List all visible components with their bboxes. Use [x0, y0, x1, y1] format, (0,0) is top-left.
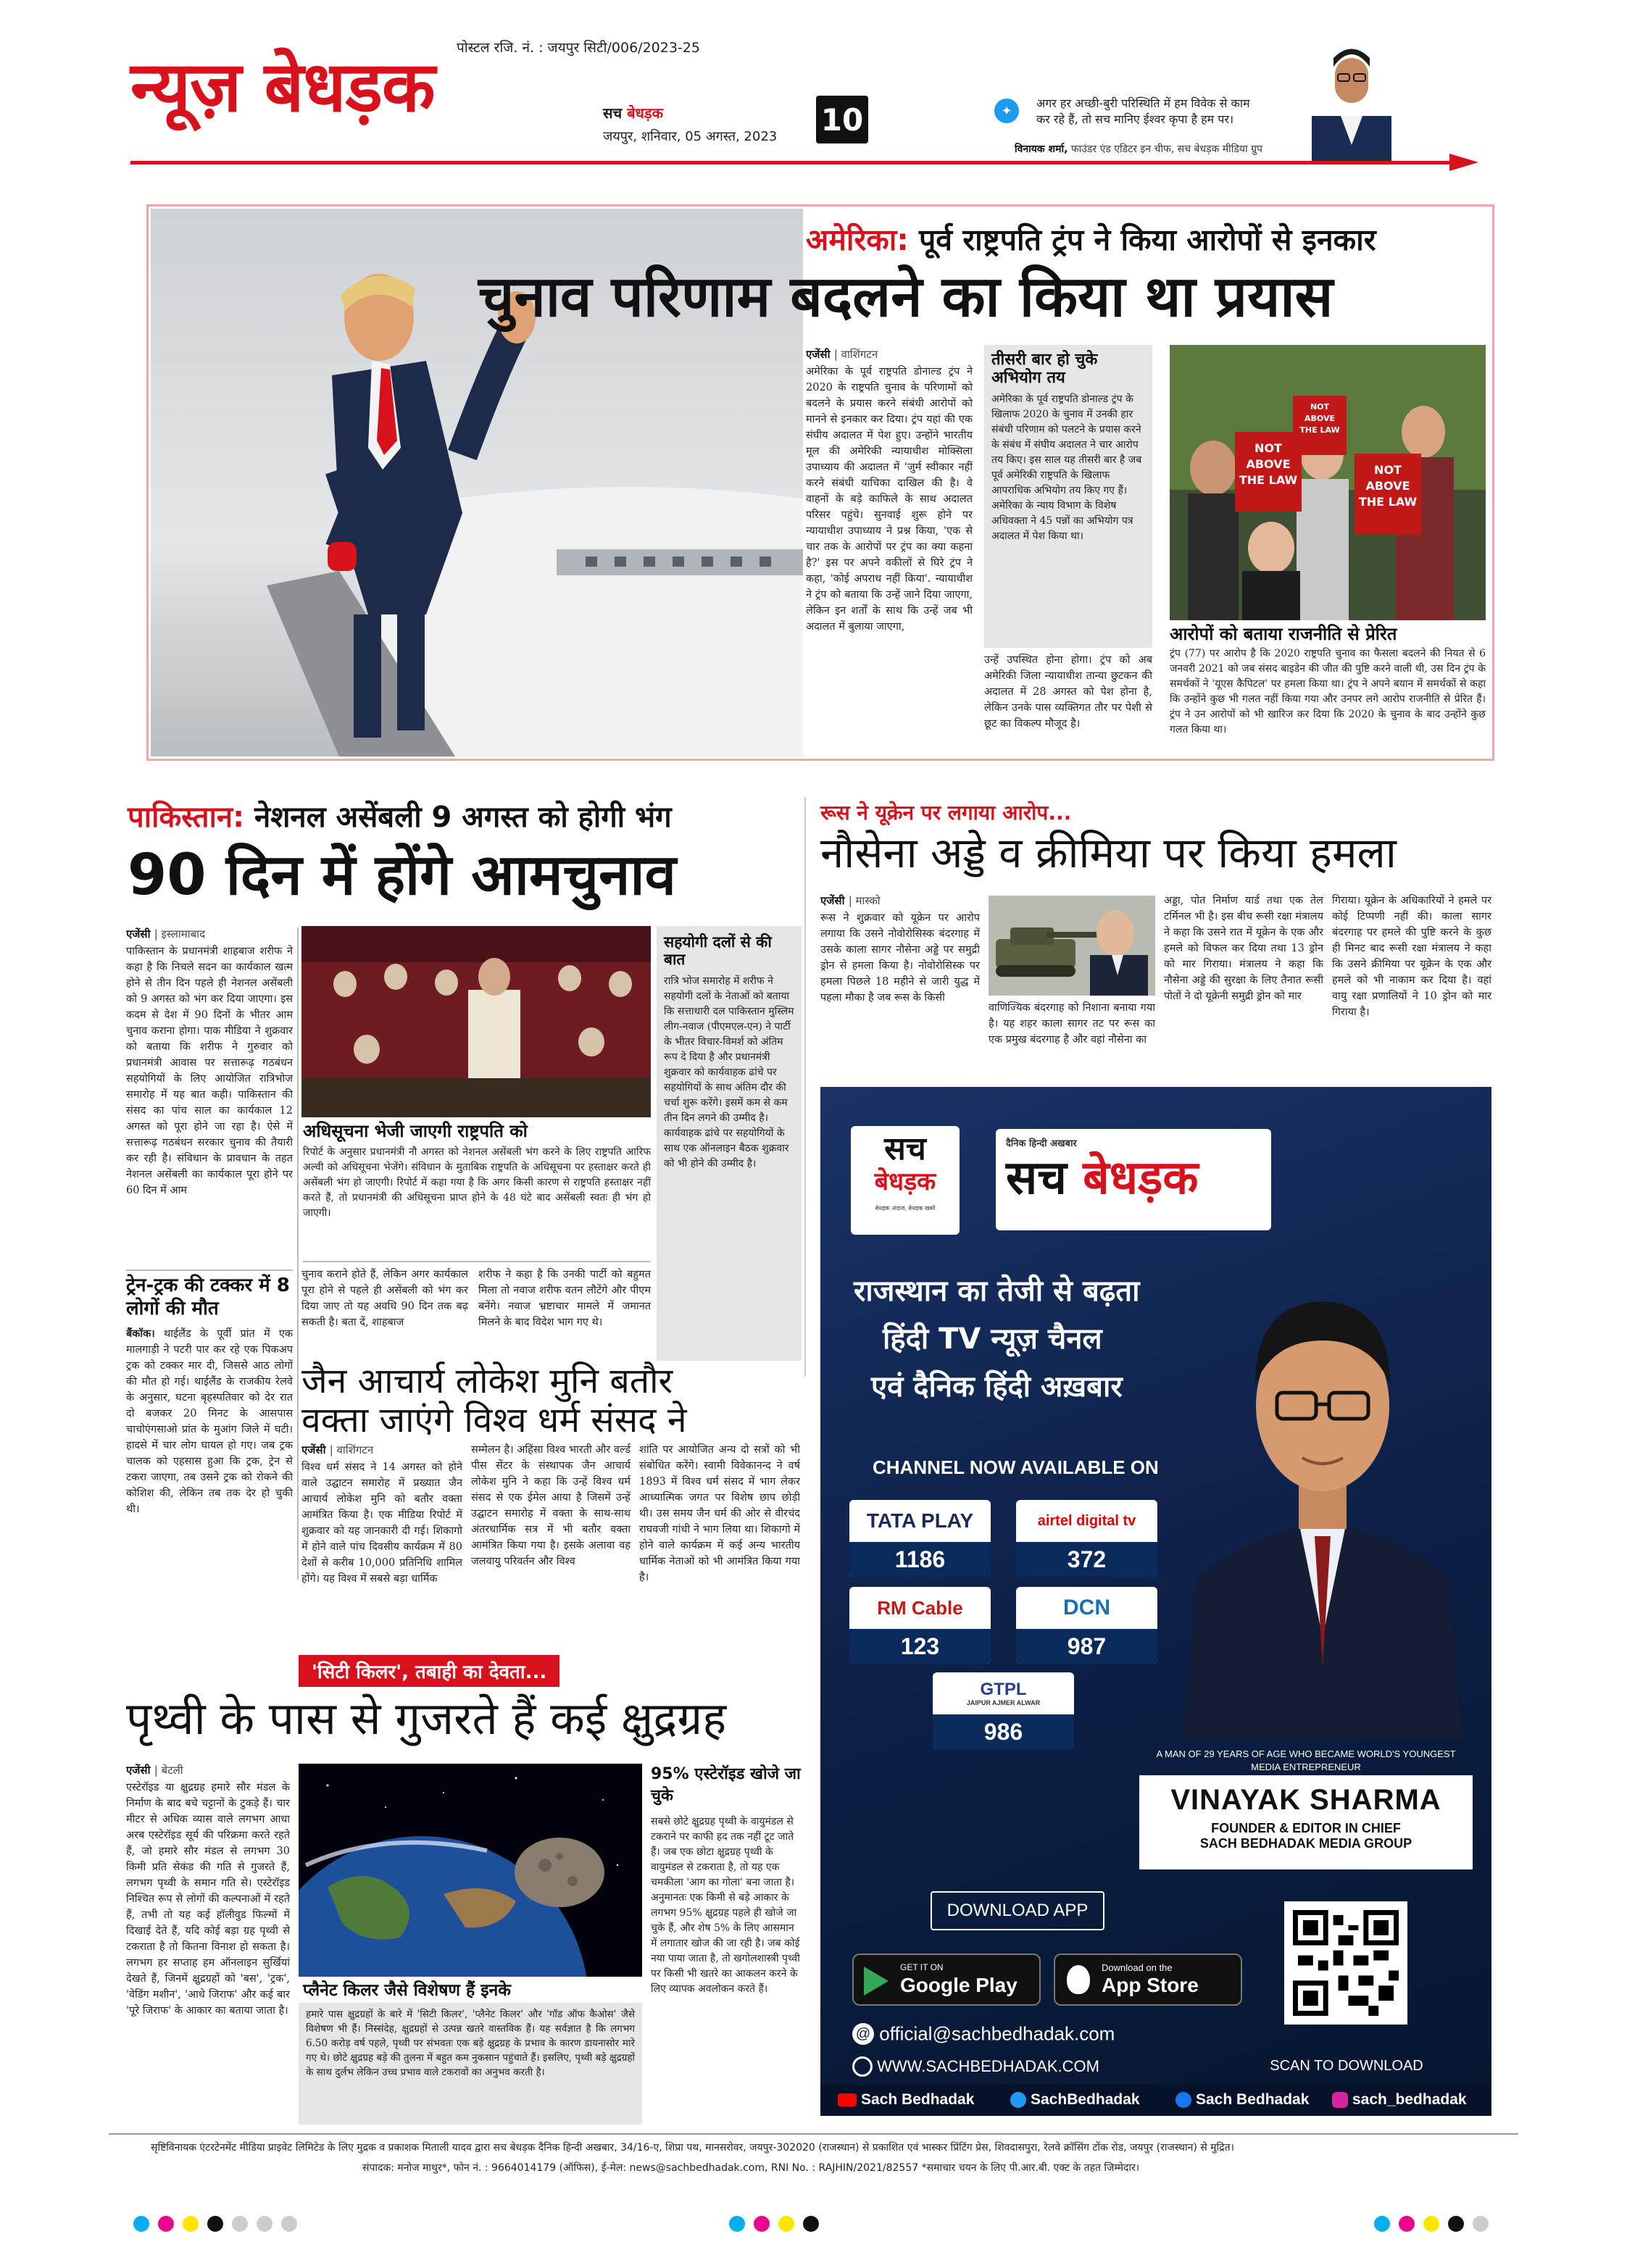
person-name: VINAYAK SHARMA	[1170, 1784, 1441, 1816]
quote-line-1: अगर हर अच्छी-बुरी परिस्थिति में हम विवेक से काम	[1036, 96, 1250, 110]
pakistan-sidebar-box	[657, 926, 802, 1361]
divider	[303, 1261, 651, 1262]
jain-headline-line-1: जैन आचार्य लोकेश मुनि बतौर	[301, 1361, 673, 1401]
thailand-dateline: बैंकॉक।	[126, 1328, 155, 1340]
channel-airtel	[1016, 1500, 1157, 1577]
russia-kicker: रूस ने यूक्रेन पर लगाया आरोप...	[820, 801, 1072, 825]
masthead-red-rule	[130, 161, 1457, 164]
trump-box-text: अमेरिका के पूर्व राष्ट्रपति डोनाल्ड ट्रंप के खिलाफ 2020 के चुनाव में उनकी हार संबंधी परिणाम को पलटने के प्रयास करने के संबंध में संघीय अदालत ने चार आरोप तय किए। इस साल यह तीसरी बार है जब पूर्व अमेरिकी राष्ट्रपति के खिलाफ आपराधिक अभियोग तय किए गए हैं। अमेरिका के न्याय विभाग के विशेष अधिवक्ता ने 45 पन्नों का अभियोग पत्र अदालत में पेश किया था।	[991, 393, 1142, 542]
channel-number: 986	[933, 1714, 1074, 1749]
tagline-prefix: सच	[603, 104, 623, 122]
russia-column-3: अड्डा, पोत निर्माण यार्ड तथा एक तेल टर्मिनल भी है। इस बीच रूसी रक्षा मंत्रालय ने कहा कि उसने रात में यूक्रेन के एक और हमले को विफल कर दिया तथा 13 ड्रोन को मार गिराया। मंत्रालय ने कहा कि नौसेना अड्डे की सुरक्षा के लिए तैनात रूसी पोतों ने दो यूक्रेनी समुद्री ड्रोन को मार	[1164, 895, 1323, 1002]
channel-gtpl	[933, 1672, 1074, 1749]
ad-logo-small-line1: सच	[884, 1130, 926, 1167]
jain-byline: एजेंसी | वाशिंगटन	[301, 1443, 374, 1456]
trump-caption-text: ट्रंप (77) पर आरोप है कि 2020 राष्ट्रपति चुनाव का फैसला बदलने की नियत से 6 जनवरी 2021 को जब संसद बाइडेन की जीत की पुष्टि करने वाली थी, उस दिन ट्रंप के समर्थकों ने 'यूएस कैपिटल' पर हमला किया था। ट्रंप ने अपने बयान में समर्थकों से कहा कि उन्होंने कुछ भी गलत नहीं किया गया और उनपर लगे आरोप राजनीति से प्रेरित हैं। ट्रंप ने उन आरोपों को भी खारिज कर दिया कि 2020 के चुनाव के बाद उन्होंने कुछ गलत किया था।	[1170, 648, 1486, 735]
pakistan-kicker-text: नेशनल असेंबली 9 अगस्त को होगी भंग	[244, 801, 672, 834]
editor-quote	[1036, 96, 1250, 128]
trump-caption-title: आरोपों को बताया राजनीति से प्रेरित	[1170, 624, 1397, 644]
jain-body-1: विश्व धर्म संसद ने 14 अगस्त को होने वाले उद्घाटन समारोह में प्रख्यात जैन आचार्य लोकेश मुनि को बतौर वक्ता आमंत्रित किया है। एक मीडिया रिपोर्ट में शुक्रवार को यह जानकारी दी गई। शिकागो में होने वाले पांच दिवसीय कार्यक्रम में 80 देशों से करीब 10,000 प्रतिनिधि शामिल होंगे। यह विश्व में सबसे बड़ा धार्मिक	[301, 1462, 462, 1585]
pakistan-body-1: पाकिस्तान के प्रधानमंत्री शाहबाज शरीफ ने कहा है कि निचले सदन का कार्यकाल खत्म होने से तीन दिन पहले ही नेशनल असेंबली को 9 अगस्त को भंग कर दिया जाएगा। इस कदम से देश में 90 दिनों के भीतर आम चुनाव कराना होगा। पाक मीडिया ने शुक्रवार को बताया कि शरीफ ने गुरुवार को प्रधानमंत्री आवास पर सत्तारूढ़ गठबंधन सहयोगियों के लिए आयोजित रात्रिभोज समारोह में यह बात कही। पाकिस्तान की संसद का पांच साल का कार्यकाल 12 अगस्त को पूरा होने जा रहा है। ऐसे में सत्तारूढ़ गठबंधन सरकार चुनाव की तैयारी कर रही है। संविधान के प्रावधान के तहत नेशनल असेंबली का कार्यकाल पूरा होने पर 60 दिन में आम	[126, 946, 293, 1196]
trump-column-1	[806, 346, 973, 759]
ad-brand-block	[996, 1129, 1271, 1230]
trump-kicker-country: अमेरिका:	[806, 222, 909, 257]
channel-number: 987	[1016, 1629, 1157, 1664]
column-rule	[804, 797, 806, 1377]
email-icon: @	[852, 2023, 874, 2045]
editor-credit	[1015, 142, 1262, 156]
asteroid-subbox	[299, 2003, 642, 2125]
social-strip	[820, 2084, 1491, 2116]
asteroid-kicker: 'सिटी किलर', तबाही का देवता...	[299, 1655, 559, 1687]
protest-sign-3: NOT ABOVE THE LAW	[1299, 402, 1340, 435]
thailand-text: थाईलैंड के पूर्वी प्रांत में एक मालगाड़ी ने पटरी पार कर रहे एक पिकअप ट्रक को टक्कर मार दी, जिससे आठ लोगों की मौत हो गई। थाईलैंड के राजकीय रेलवे के अनुसार, घटना बृहस्पतिवार को देर रात दो बजकर 20 मिनट के आसपास चाचोएंगसाओ प्रांत के मुआंग जिले में घटी। हादसे में चार लोग घायल हो गए। जब ट्रक चालक को एहसास हुआ कि ट्रक, ट्रेन से टकरा जाएगा, तब उसने ट्रक को रोकने की कोशिश की, लेकिन तब तक देर हो चुकी थी।	[126, 1328, 293, 1515]
jain-column-2: सम्मेलन है। अहिंसा विश्व भारती और वर्ल्ड पीस सेंटर के संस्थापक जैन आचार्य लोकेश मुनि ने कहा कि उन्हें विश्व धर्म संसद से एक ईमेल आया है जिसमें उन्हें उद्घाटन समारोह में वक्ता के साथ-साथ अंतरधार्मिक सत्र में भी बतौर वक्ता आमंत्रित किया गया है। इसके अलावा वह जलवायु परिवर्तन और विश्व	[471, 1444, 631, 1567]
channel-name: DCN	[1063, 1596, 1110, 1619]
globe-icon	[852, 2056, 873, 2077]
vinayak-sharma-photo	[1154, 1232, 1491, 1739]
twitter-link[interactable]: SachBedhadak	[1010, 2091, 1140, 2109]
person-role-2: SACH BEDHADAK MEDIA GROUP	[1199, 1836, 1412, 1851]
pakistan-byline: एजेंसी | इस्लामाबाद	[126, 927, 206, 941]
russia-column-4: गिराया। यूक्रेन के अधिकारियों ने हमले पर कोई टिप्पणी नहीं की। काला सागर बंदरगाह पर हमले की पुष्टि करने के कुछ ही मिनट बाद रूसी रक्षा मंत्रालय ने कहा कि उसने क्रीमिया पर यूक्रेन के एक और हमले को भी नाकाम कर दिया है। वहां वायु रक्षा प्रणालियों ने 10 ड्रोन को मार गिराया है।	[1332, 895, 1491, 1018]
protest-photo	[1170, 345, 1486, 620]
pakistan-headline: 90 दिन में होंगे आमचुनाव	[128, 843, 677, 908]
ad-brand-pretext: दैनिक हिन्दी अखबार	[1006, 1138, 1077, 1149]
footer-rule	[109, 2133, 1518, 2135]
google-play-small: GET IT ON	[900, 1962, 944, 1972]
channel-heading: CHANNEL NOW AVAILABLE ON	[873, 1456, 1159, 1478]
person-tagline-2: MEDIA ENTREPRENEUR	[1251, 1762, 1361, 1772]
ad-logo-small-tag: बेधड़क अंदाज, बेधड़क खबरें	[875, 1205, 936, 1212]
trump-box-title: तीसरी बार हो चुके अभियोग तय	[991, 351, 1098, 388]
newspaper-logo: न्यूज़ बेधड़क	[130, 46, 435, 128]
jain-headline-line-2: वक्ता जाएंगे विश्व धर्म संसद ने	[301, 1400, 687, 1441]
pakistan-assembly-photo	[301, 926, 651, 1117]
channel-sub: JAIPUR AJMER ALWAR	[966, 1699, 1041, 1706]
pen-nib-icon	[1449, 154, 1478, 171]
footer-imprint-1: सृष्टिविनायक एंटरटेनमेंट मीडिया प्राइवेट लिमिटेड के लिए मुद्रक व प्रकाशक मिताली यादव द्वारा सच बेधड़क दैनिक हिन्दी अखबार, 34/16-ए, शिप्रा पथ, मानसरोवर, जयपुर-302020 (राजस्थान) से प्रकाशित एवं भास्कर प्रिंटिंग प्रेस, शिवदासपुरा, रेलवे क्रॉसिंग टोंक रोड, जयपुर (राजस्थान) से मुद्रित।	[151, 2142, 1234, 2154]
channel-tata-play	[849, 1500, 991, 1577]
person-name-bar	[1139, 1775, 1473, 1869]
pakistan-kicker-country: पाकिस्तान:	[128, 801, 245, 834]
trump-body-1: अमेरिका के पूर्व राष्ट्रपति डोनाल्ड ट्रंप ने 2020 के राष्ट्रपति चुनाव के परिणामों को बदलने के प्रयास करने संबंधी आरोपों को मानने से इनकार कर दिया। ट्रंप यहां की एक संघीय अदालत में पेश हुए। उन्होंने भारतीय मूल की अमेरिकी न्यायाधीश मोक्सिला उपाध्याय की अदालत में 'जुर्म स्वीकार नहीं करने संबंधी याचिका दाखिल की है। वे वाहनों के बड़े काफिले के साथ अदालत परिसर पहुंचे। सुनवाई शुरू होने पर न्यायाधीश उपाध्याय ने प्रश्न किया, 'एक से चार तक के आरोपों पर ट्रंप का क्या कहना है?' इस पर अपने वकीलों से घिरे ट्रंप ने कहा, 'कोई अपराध नहीं किया'. न्यायाधीश ने ट्रंप को बताया कि उन्हें जाने दिया जाएगा, लेकिन इन शर्तों के साथ कि उन्हें जब भी अदालत में बुलाया जाएगा,	[806, 366, 973, 633]
quote-line-2: कर रहे हैं, तो सच मानिए ईश्वर कृपा है हम पर।	[1036, 112, 1234, 126]
channel-number: 1186	[849, 1542, 991, 1577]
trump-kicker-text: पूर्व राष्ट्रपति ट्रंप ने किया आरोपों से इनकार	[908, 222, 1376, 257]
russia-column-2: वाणिज्यिक बंदरगाह को निशाना बनाया गया है। यह शहर काला सागर तट पर रूस का एक प्रमुख बंदरगाह है और वहां नौसेना का	[989, 1002, 1155, 1046]
asteroid-byline: एजेंसी | बेटली	[126, 1764, 183, 1777]
google-play-big: Google Play	[900, 1974, 1018, 1996]
ad-brand-sach: सच	[1006, 1151, 1067, 1205]
russia-body-1: रूस ने शुक्रवार को यूक्रेन पर आरोप लगाया कि उसने नोवोरोसिस्क बंदरगाह में उसके काला सागर नौसेना अड्डे पर समुद्री ड्रोन से हमला किया है। नोवोरोसिस्क पर हमला पिछले 18 महीने से जारी युद्ध में पहला मौका है जब रूस के किसी	[820, 912, 980, 1004]
pakistan-box-text: रात्रि भोज समारोह में शरीफ ने सहयोगी दलों के नेताओं को बताया कि सत्ताधारी दल पाकिस्तान मुस्लिम लीग-नवाज (पीएमएल-एन) ने पार्टी के भीतर विचार-विमर्श को अंतिम रूप दे दिया है और प्रधानमंत्री शुक्रवार को कार्यवाहक ढांचे पर सहयोगियों के साथ अंतिम दौर की चर्चा शुरू करेंगे। इसमें कम से कम तीन दिन लगने की उम्मीद है। कार्यवाहक ढांचे पर सहयोगियों के साथ एक ऑनलाइन बैठक शुक्रवार को भी होने की उम्मीद है।	[664, 975, 794, 1170]
jain-column-3: शांति पर आयोजित अन्य दो सत्रों को भी संबोधित करेंगे। स्वामी विवेकानन्द ने वर्ष 1893 में विश्व धर्म संसद में भाग लेकर आध्यात्मिक जगत पर विशेष छाप छोड़ी थी। उस समय जैन धर्म की ओर से वीरचंद राघवजी गांधी ने भाग लिया था। शिकागो में होने वाले कार्यक्रम में कई अन्य भारतीय धार्मिक नेताओं को भी आमंत्रित किया गया है।	[639, 1444, 800, 1583]
apple-icon	[1067, 1965, 1090, 1994]
ad-email-text: official@sachbedhadak.com	[879, 2022, 1115, 2045]
google-play-icon	[864, 1967, 889, 1996]
divider	[126, 1270, 293, 1271]
asteroid-body-1: एस्टेरॉइड या क्षुद्रग्रह हमारे सौर मंडल के निर्माण के बाद बचे चट्टानों के टुकड़े हैं। चार मीटर से अधिक व्यास वाले लगभग आधा अरब एस्टेरॉइड सूर्य की परिक्रमा करते रहते हैं, जो हमारे सौर मंडल से लगभग 30 किमी प्रति सेकंड की गति से गुजरते हैं, लगभग पृथ्वी के समान गति से। एस्टेरॉइड निश्चित रूप से लोगों की कल्पनाओं में रहते हैं, तभी तो यह कई हॉलीवुड फिल्मों में दिखाई देते हैं, यदि कोई बड़ा ग्रह पृथ्वी से टकराता है तो कितना विनाश हो सकता है। लगभग हर सप्ताह हम ऑनलाइन सुर्खियां देखते हैं, जिनमें क्षुद्रग्रहों को 'बस', 'ट्रक', 'वेडिंग मशीन', 'आधे जिराफ' और कई बार 'पूरे जिराफ' के आकार का बताया जाता है।	[126, 1782, 290, 2017]
ad-line-3: एवं दैनिक हिंदी अख़बार	[871, 1370, 1123, 1404]
protest-sign-1: NOT ABOVE THE LAW	[1239, 441, 1298, 487]
sach-bedhadak-ad[interactable]	[820, 1087, 1491, 2116]
asteroid-box-title: 95% एस्टेरॉइड खोजे जा चुके	[651, 1765, 801, 1805]
channel-name: GTPL	[980, 1680, 1027, 1699]
scan-label: SCAN TO DOWNLOAD	[1270, 2058, 1423, 2074]
pakistan-subtext: रिपोर्ट के अनुसार प्रधानमंत्री नौ अगस्त को नेशनल असेंबली भंग करने के लिए राष्ट्रपति आरिफ अल्वी को अधिसूचना भेजेंगे। संविधान के मुताबिक राष्ट्रपति के अधिसूचना पर हस्ताक्षर करते ही असेंबली भंग हो जाएगी। रिपोर्ट में कहा गया है कि अगर किसी कारण से राष्ट्रपति हस्ताक्षर नहीं करते हैं, तो प्रधानमंत्री की अधिसूचना प्राप्त होने के 48 घंटे बाद असेंबली स्वतः ही भंग हो जाएगी।	[303, 1146, 651, 1219]
asteroid-subhead: प्लैनेट किलर जैसे विशेषण हैं इनके	[303, 1981, 511, 2000]
person-tagline-1: A MAN OF 29 YEARS OF AGE WHO BECAME WORLD'S YOUNGEST	[1156, 1748, 1456, 1759]
column-rule	[297, 927, 299, 1580]
asteroid-subtext: हमारे पास क्षुद्रग्रहों के बारे में 'सिटी किलर', 'प्लैनेट किलर' और 'गॉड ऑफ कैओस' जैसे विशेषण भी हैं। निस्संदेह, क्षुद्रग्रहों से उत्पन्न खतरे वास्तविक हैं। यह सर्वज्ञात है कि लगभग 6.50 करोड़ वर्ष पहले, पृथ्वी पर संभवतः एक बड़े क्षुद्रग्रह के प्रभाव के कारण डायनासोर मारे गए थे। छोटे क्षुद्रग्रह बड़े की तुलना में बहुत कम नुकसान पहुंचाते हैं। इसलिए, पृथ्वी बड़े क्षुद्रग्रहों के साथ दुर्लभ लेकिन उच्च प्रभाव वाले टकरावों का अनुभव करती है।	[306, 2009, 635, 2078]
registration-dots-left	[129, 2216, 301, 2235]
protest-sign-2: NOT ABOVE THE LAW	[1358, 463, 1418, 509]
putin-tank-photo	[989, 896, 1155, 996]
registration-dots-center	[725, 2216, 823, 2235]
youtube-icon	[838, 2093, 857, 2106]
app-store-button[interactable]	[1054, 1954, 1242, 2006]
postal-registration: पोस्टल रजि. नं. : जयपुर सिटी/006/2023-25	[457, 40, 700, 56]
dateline: जयपुर, शनिवार, 05 अगस्त, 2023	[603, 129, 778, 144]
ad-logo-small-line2: बेधड़क	[874, 1167, 936, 1196]
editor-name: विनायक शर्मा,	[1015, 143, 1068, 155]
twitter-icon	[1010, 2092, 1026, 2108]
instagram-link[interactable]: sach_bedhadak	[1332, 2091, 1467, 2109]
trump-byline: एजेंसी | वाशिंगटन	[806, 348, 878, 361]
person-tagline	[1139, 1748, 1473, 1774]
person-role-1: FOUNDER & EDITOR IN CHIEF	[1211, 1821, 1401, 1835]
russia-byline: एजेंसी | मास्को	[820, 894, 881, 907]
tagline	[603, 103, 663, 122]
channel-number: 123	[849, 1629, 991, 1664]
asteroid-earth-photo	[299, 1764, 642, 1977]
asteroid-box-text: सबसे छोटे क्षुद्रग्रह पृथ्वी के वायुमंडल से टकराने पर काफी हद तक नहीं टूट जाते हैं। जब एक छोटा क्षुद्रग्रह पृथ्वी के वायुमंडल से टकराता है, तो यह एक चमकीला 'आग का गोला' बना जाता है। अनुमानतः एक किमी से बड़े आकार के लगभग 95% क्षुद्रग्रह पहले ही खोजे जा चुके हैं, और शेष 5% के लिए आसमान में लगातार खोज की जा रही है। जब कोई नया पाया जाता है, तो खगोलशास्त्री पृथ्वी पर किसी भी खतरे का आकलन करने के लिए व्यापक अवलोकन करते हैं।	[651, 1816, 800, 1995]
asteroid-headline: पृथ्वी के पास से गुजरते हैं कई क्षुद्रग्रह	[126, 1692, 727, 1745]
channel-name: airtel digital tv	[1037, 1512, 1136, 1529]
app-store-small: Download on the	[1102, 1962, 1173, 1973]
qr-code[interactable]	[1284, 1901, 1407, 2025]
trump-headline: चुनाव परिणाम बदलने का किया था प्रयास	[478, 264, 1333, 330]
trump-column-2: उन्हें उपस्थित होना होगा। ट्रंप को अब अमेरिकी जिला न्यायाधीश तान्या छुटकन की अदालत में 28 अगस्त को पेश होना है, लेकिन उनके पास व्यक्तिगत तौर पर पेशी से छूट का विकल्प मौजूद है।	[984, 654, 1152, 730]
channel-rm-cable	[849, 1587, 991, 1664]
registration-dots-right	[1370, 2216, 1493, 2235]
channel-dcn	[1016, 1587, 1157, 1664]
editor-photo	[1297, 36, 1406, 163]
pakistan-column-2: चुनाव कराने होते हैं, लेकिन अगर कार्यकाल पूरा होने से पहले ही असेंबली को भंग कर दिया जाए तो यह अवधि 90 दिन तक बढ़ सकती है। बता दें, शाहबाज	[301, 1269, 468, 1328]
russia-column-1	[820, 893, 980, 1074]
ad-website[interactable]	[852, 2056, 1099, 2077]
ad-line-2: हिंदी TV न्यूज़ चैनल	[883, 1322, 1102, 1356]
download-app-button[interactable]: DOWNLOAD APP	[931, 1891, 1104, 1930]
pakistan-column-3: शरीफ ने कहा है कि उनकी पार्टी को बहुमत मिला तो नवाज शरीफ वतन लौटेंगे और पीएम बनेंगे। नवाज भ्रष्टाचार मामले में जमानत मिलने के बाद विदेश भाग गए थे।	[478, 1269, 651, 1328]
ad-brand-bedhadak: बेधड़क	[1083, 1151, 1199, 1205]
facebook-link[interactable]: Sach Bedhadak	[1175, 2091, 1309, 2109]
facebook-icon	[1175, 2092, 1191, 2108]
ad-email[interactable]	[852, 2022, 1115, 2046]
channel-name: RM Cable	[877, 1596, 963, 1619]
pakistan-kicker	[128, 796, 672, 835]
ad-website-text: WWW.SACHBEDHADAK.COM	[877, 2057, 1099, 2076]
app-store-big: App Store	[1102, 1974, 1199, 1996]
ad-logo-small	[851, 1126, 960, 1235]
twitter-icon: ✦	[994, 99, 1019, 123]
google-play-button[interactable]	[852, 1954, 1041, 2006]
pakistan-box-title: सहयोगी दलों से की बात	[664, 933, 772, 969]
trump-sidebar-box	[984, 345, 1152, 648]
editor-title: फाउंडर एंड एडिटर इन चीफ, सच बेधड़क मीडिया ग्रुप	[1070, 143, 1262, 155]
ad-line-1: राजस्थान का तेजी से बढ़ता	[854, 1275, 1140, 1308]
youtube-link[interactable]: Sach Bedhadak	[838, 2091, 974, 2109]
trump-kicker	[806, 219, 1376, 259]
jain-column-1	[301, 1442, 462, 1638]
channel-name: TATA PLAY	[866, 1509, 974, 1532]
tagline-brand: बेधड़क	[627, 104, 663, 122]
russia-headline: नौसेना अड्डे व क्रीमिया पर किया हमला	[820, 828, 1397, 877]
pakistan-column-1	[126, 926, 293, 1267]
thailand-body	[126, 1326, 293, 1587]
channel-number: 372	[1016, 1542, 1157, 1577]
thailand-headline: ट्रेन-ट्रक की टक्कर में 8 लोगों की मौत	[126, 1275, 290, 1319]
footer-imprint-2: संपादक: मनोज माथुर*, फोन नं. : 9664014179 (ऑफिस), ई-मेल: news@sachbedhadak.com, RNI No. : RAJHIN/2021/82557 *समाचार चयन के लिए पी.आर.बी. एक्ट के तहत जिम्मेदार।	[362, 2162, 1140, 2174]
page-number: 10	[816, 96, 868, 143]
pakistan-subhead: अधिसूचना भेजी जाएगी राष्ट्रपति को	[303, 1121, 528, 1141]
asteroid-column-1	[126, 1762, 290, 2125]
instagram-icon	[1332, 2092, 1348, 2108]
